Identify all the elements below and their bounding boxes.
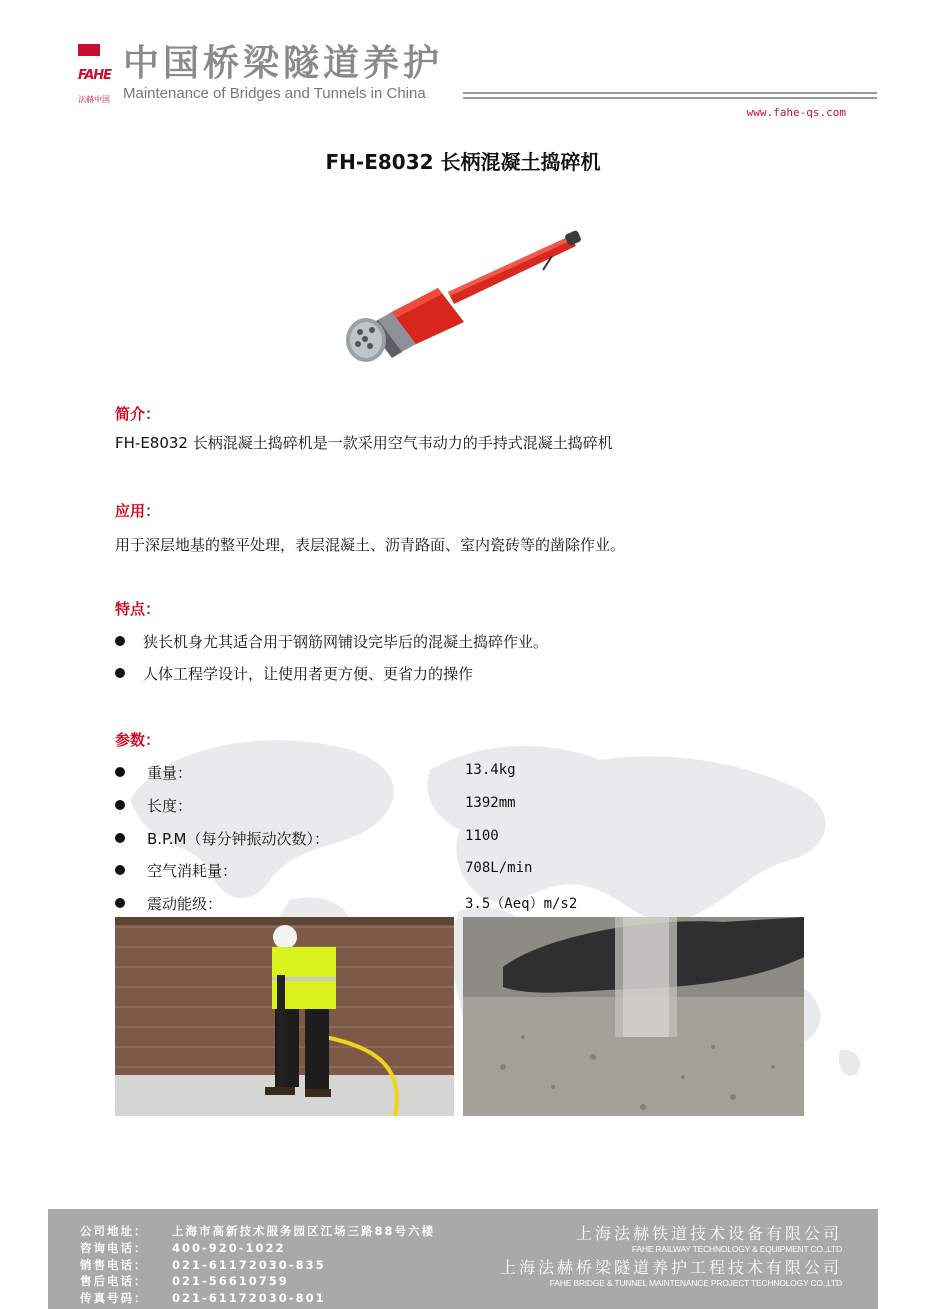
- worker-photo: [115, 917, 454, 1116]
- logo-subtitle: 法赫中国: [78, 95, 110, 104]
- param-value: 13.4kg: [465, 762, 516, 778]
- param-label: 长度：: [147, 797, 193, 815]
- param-value: 1100: [465, 828, 499, 844]
- param-row: [115, 828, 715, 849]
- bullet-icon: [115, 898, 125, 908]
- footer-address: [80, 1223, 435, 1239]
- footer-label: 销售电话：: [80, 1258, 148, 1272]
- product-image: [338, 222, 588, 362]
- brand-title-en: Maintenance of Bridges and Tunnels in China: [123, 85, 426, 102]
- application-text: 用于深层地基的整平处理，表层混凝土、沥青路面、室内瓷砖等的凿除作业。: [115, 536, 626, 554]
- footer-service-phone: [80, 1273, 289, 1289]
- footer-company-bridge: [500, 1255, 842, 1288]
- param-value: 3.5（Aeq）m/s2: [465, 896, 578, 912]
- bullet-icon: [115, 865, 125, 875]
- footer-value: 021-61172030-801: [172, 1291, 326, 1305]
- footer-label: 公司地址：: [80, 1224, 148, 1238]
- company-name-cn: 上海法赫桥梁隧道养护工程技术有限公司: [499, 1258, 842, 1277]
- param-label: 空气消耗量：: [147, 862, 238, 880]
- param-row: [115, 762, 715, 783]
- company-name-en: FAHE BRIDGE & TUNNEL MAINTENANCE PROJECT TECHNOLOGY CO.,LTD: [549, 1278, 842, 1288]
- feature-item: [115, 631, 548, 652]
- features-heading: 特点：: [115, 600, 161, 618]
- logo-tag: [78, 44, 100, 56]
- website-url[interactable]: www.fahe-qs.com: [746, 106, 846, 119]
- footer-label: 咨询电话：: [80, 1241, 148, 1255]
- footer-value: 400-920-1022: [172, 1241, 286, 1255]
- params-heading: 参数：: [115, 731, 161, 749]
- param-value: 1392mm: [465, 795, 516, 811]
- logo-text: FAHE: [78, 68, 112, 83]
- footer-sales-phone: [80, 1257, 326, 1273]
- param-label: 震动能级：: [147, 895, 223, 913]
- footer-label: 售后电话：: [80, 1274, 148, 1288]
- product-title: FH-E8032 长柄混凝土捣碎机: [325, 150, 601, 174]
- feature-text: 狭长机身尤其适合用于钢筋网铺设完毕后的混凝土捣碎作业。: [143, 633, 549, 651]
- application-heading: 应用：: [115, 502, 161, 520]
- bullet-icon: [115, 833, 125, 843]
- footer-company-railway: [576, 1221, 842, 1254]
- intro-heading: 简介：: [115, 405, 161, 423]
- feature-text: 人体工程学设计，让使用者更方便、更省力的操作: [143, 665, 474, 683]
- footer: [48, 1209, 878, 1309]
- param-value: 708L/min: [465, 860, 533, 876]
- brand-title-cn: 中国桥梁隧道养护: [123, 43, 444, 84]
- company-name-cn: 上海法赫铁道技术设备有限公司: [575, 1224, 842, 1243]
- footer-label: 传真号码：: [80, 1291, 148, 1305]
- company-logo: [78, 44, 118, 106]
- footer-value: 021-56610759: [172, 1274, 289, 1288]
- bullet-icon: [115, 800, 125, 810]
- param-label: B.P.M（每分钟振动次数）：: [147, 830, 329, 848]
- header-rule: [463, 97, 877, 99]
- feature-item: [115, 663, 473, 684]
- intro-text: FH-E8032 长柄混凝土捣碎机是一款采用空气韦动力的手持式混凝土捣碎机: [115, 434, 613, 452]
- bullet-icon: [115, 636, 125, 646]
- param-row: [115, 795, 715, 816]
- footer-consult-phone: [80, 1240, 286, 1256]
- header-rule: [463, 92, 877, 94]
- param-row: [115, 860, 715, 881]
- bullet-icon: [115, 767, 125, 777]
- company-name-en: FAHE RAILWAY TECHNOLOGY & EQUIPMENT CO.,LTD: [631, 1244, 842, 1254]
- footer-value: 021-61172030-835: [172, 1258, 326, 1272]
- param-row: [115, 893, 715, 914]
- breaking-detail-photo: [463, 917, 804, 1116]
- bullet-icon: [115, 668, 125, 678]
- param-label: 重量：: [147, 764, 193, 782]
- footer-fax: [80, 1290, 326, 1306]
- footer-value: 上海市高新技术服务园区江场三路88号六楼: [172, 1224, 436, 1238]
